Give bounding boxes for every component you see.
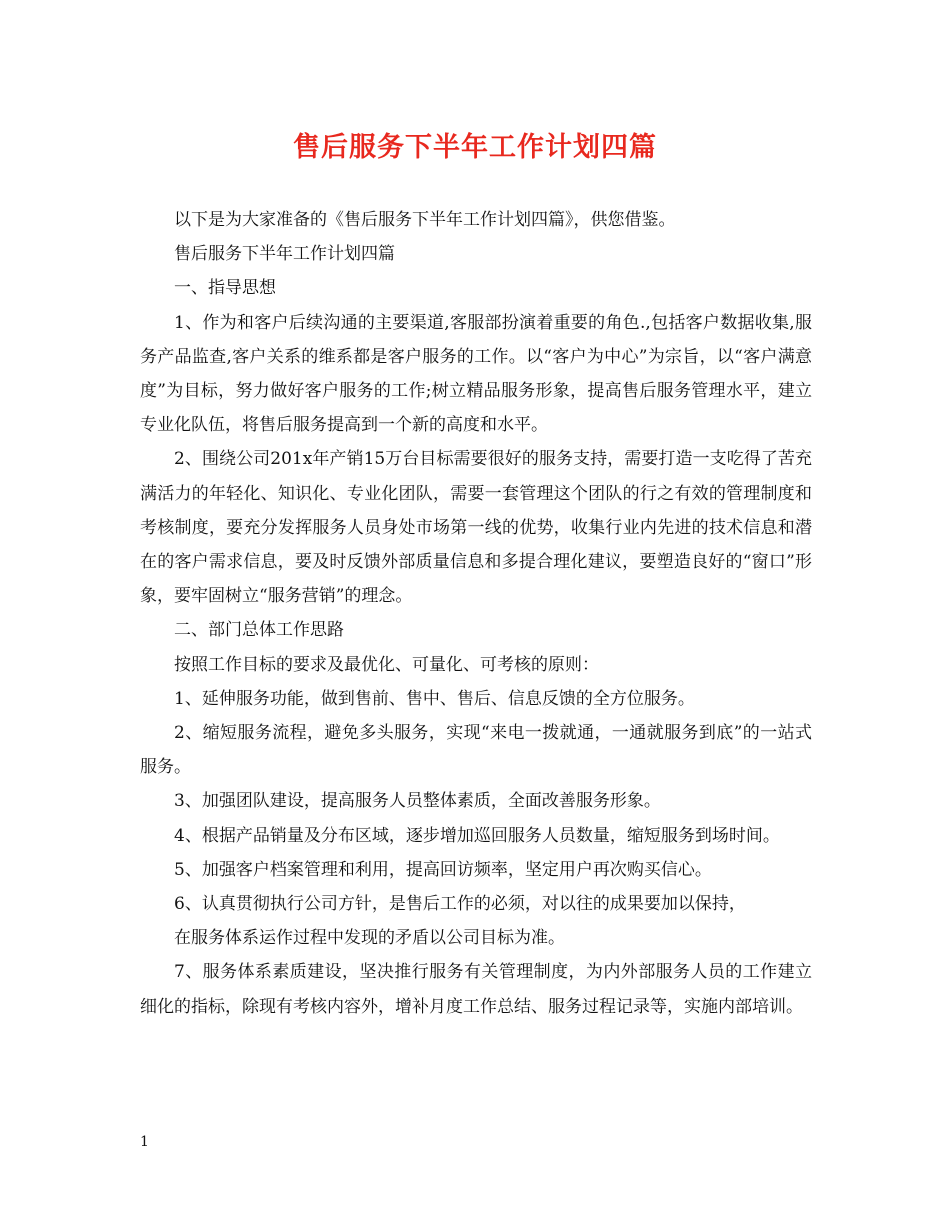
list-item-1: 1、延伸服务功能，做到售前、售中、售后、信息反馈的全方位服务。	[174, 688, 695, 709]
list-item-5: 5、加强客户档案管理和利用，提高回访频率，坚定用户再次购买信心。	[174, 859, 712, 880]
paragraph-item-1: 1、作为和客户后续沟通的主要渠道,客服部扮演着重要的角色.,包括客户数据收集,服务产品监查,客户关系的维系都是客户服务的工作。以“客户为中心”为宗旨，以“客户满意度”为目标，努力做好客户服务的工作;树立精品服务形象，提高售后服务管理水平，建立专业化队伍，将售后服务提高到一个新的高度和水平。	[140, 312, 812, 436]
document-body	[140, 203, 812, 1024]
intro-paragraph: 以下是为大家准备的《售后服务下半年工作计划四篇》，供您借鉴。	[174, 210, 676, 230]
list-item-6: 6、认真贯彻执行公司方针，是售后工作的必须，对以往的成果要加以保持，	[174, 894, 746, 915]
list-item-2: 2、缩短服务流程，避免多头服务，实现“来电一拨就通，一通就服务到底”的一站式服务。	[140, 723, 812, 778]
page-number: 1	[140, 1134, 149, 1150]
list-item-4: 4、根据产品销量及分布区域，逐步增加巡回服务人员数量，缩短服务到场时间。	[174, 825, 780, 846]
subtitle-paragraph: 售后服务下半年工作计划四篇	[174, 244, 395, 265]
section-heading-department-approach: 二、部门总体工作思路	[174, 620, 344, 641]
list-item-7: 7、服务体系素质建设，坚决推行服务有关管理制度，为内外部服务人员的工作建立细化的指标，除现有考核内容外，增补月度工作总结、服务过程记录等，实施内部培训。	[140, 962, 812, 1017]
principle-paragraph: 按照工作目标的要求及最优化、可量化、可考核的原则：	[174, 654, 599, 675]
list-item-6-continuation: 在服务体系运作过程中发现的矛盾以公司目标为准。	[174, 928, 565, 949]
section-heading-guiding-thought: 一、指导思想	[174, 278, 276, 299]
page-title: 售后服务下半年工作计划四篇	[293, 132, 657, 163]
paragraph-item-2: 2、围绕公司201x年产销15万台目标需要很好的服务支持，需要打造一支吃得了苦充满活力的年轻化、知识化、专业化团队，需要一套管理这个团队的行之有效的管理制度和考核制度，要充分发挥服务人员身处市场第一线的优势，收集行业内先进的技术信息和潜在的客户需求信息，要及时反馈外部质量信息和多提合理化建议，要塑造良好的“窗口”形象，要牢固树立“服务营销”的理念。	[140, 449, 812, 607]
list-item-3: 3、加强团队建设，提高服务人员整体素质，全面改善服务形象。	[174, 791, 661, 812]
